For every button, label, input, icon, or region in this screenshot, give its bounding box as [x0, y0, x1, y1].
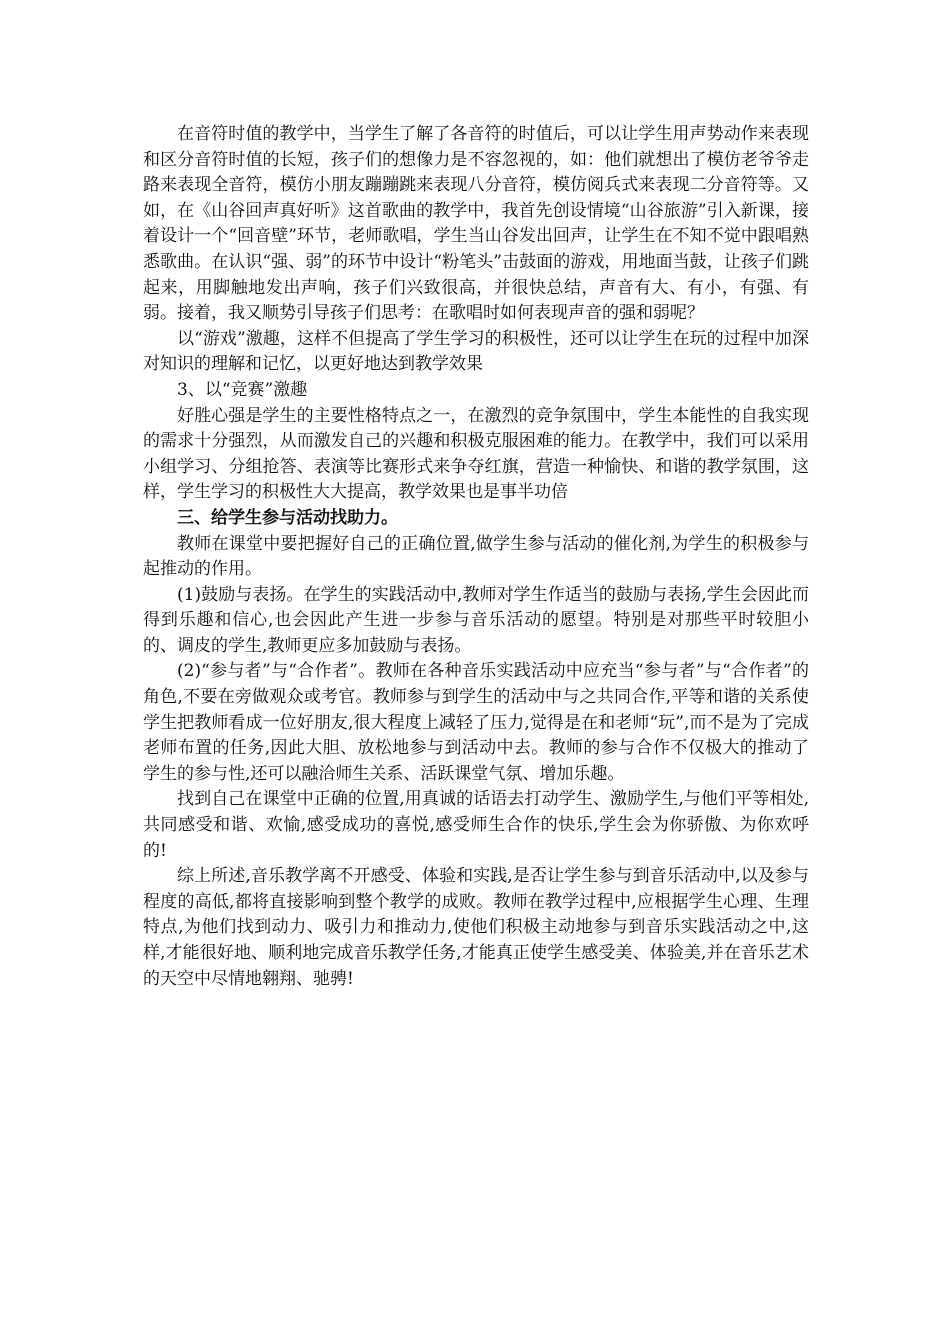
- paragraph-game-interest: 以“游戏”激趣，这样不但提高了学生学习的积极性，还可以让学生在玩的过程中加深对知识的理解和记忆，以更好地达到教学效果: [143, 328, 809, 375]
- document-page: [143, 122, 809, 992]
- paragraph-conclusion: 综上所述,音乐教学离不开感受、体验和实践,是否让学生参与到音乐活动中,以及参与程度的高低,都将直接影响到整个教学的成败。教师在教学过程中,应根据学生心理、生理特点,为他们找到动力、吸引力和推动力,使他们积极主动地参与到音乐实践活动之中,这样,才能很好地、顺利地完成音乐教学任务,才能真正使学生感受美、体验美,并在音乐艺术的天空中尽情地翱翔、驰骋!: [143, 866, 809, 989]
- paragraph-participant-partner: (2)“参与者”与“合作者”。教师在各种音乐实践活动中应充当“参与者”与“合作者”的角色,不要在旁做观众或考官。教师参与到学生的活动中与之共同合作,平等和谐的关系使学生把教师看成一位好朋友,很大程度上减轻了压力,觉得是在和老师“玩”,而不是为了完成老师布置的任务,因此大胆、放松地参与到活动中去。教师的参与合作不仅极大的推动了学生的参与性,还可以融洽师生关系、活跃课堂气氛、增加乐趣。: [143, 661, 809, 784]
- subheading-competition: 3、以“竞赛”激趣: [177, 379, 308, 400]
- paragraph-teacher-role: 教师在课堂中要把握好自己的正确位置,做学生参与活动的催化剂,为学生的积极参与起推动的作用。: [143, 533, 809, 580]
- section-heading-three: 三、给学生参与活动找助力。: [177, 507, 398, 528]
- paragraph-right-position: 找到自己在课堂中正确的位置,用真诚的话语去打动学生、激励学生,与他们平等相处,共同感受和谐、欢愉,感受成功的喜悦,感受师生合作的快乐,学生会为你骄傲、为你欢呼的!: [143, 789, 809, 861]
- paragraph-rhythm-teaching: 在音符时值的教学中，当学生了解了各音符的时值后，可以让学生用声势动作来表现和区分音符时值的长短，孩子们的想像力是不容忽视的，如：他们就想出了模仿老爷爷走路来表现全音符，模仿小朋友蹦蹦跳来表现八分音符，模仿阅兵式来表现二分音符等。又如，在《山谷回声真好听》这首歌曲的教学中，我首先创设情境“山谷旅游”引入新课，接着设计一个“回音壁”环节，老师歌唱，学生当山谷发出回声，让学生在不知不觉中跟唱熟悉歌曲。在认识“强、弱”的环节中设计“粉笔头”击鼓面的游戏，用地面当鼓，让孩子们跳起来，用脚触地发出声响，孩子们兴致很高，并很快总结，声音有大、有小，有强、有弱。接着，我又顺势引导孩子们思考：在歌唱时如何表现声音的强和弱呢？: [143, 124, 809, 324]
- paragraph-competition: 好胜心强是学生的主要性格特点之一，在激烈的竞争氛围中，学生本能性的自我实现的需求十分强烈，从而激发自己的兴趣和积极克服困难的能力。在教学中，我们可以采用小组学习、分组抢答、表演等比赛形式来争夺红旗，营造一种愉快、和谐的教学氛围，这样，学生学习的积极性大大提高，教学效果也是事半功倍: [143, 405, 809, 503]
- paragraph-encouragement: (1)鼓励与表扬。在学生的实践活动中,教师对学生作适当的鼓励与表扬,学生会因此而得到乐趣和信心,也会因此产生进一步参与音乐活动的愿望。特别是对那些平时较胆小的、调皮的学生,教师更应多加鼓励与表扬。: [143, 584, 809, 656]
